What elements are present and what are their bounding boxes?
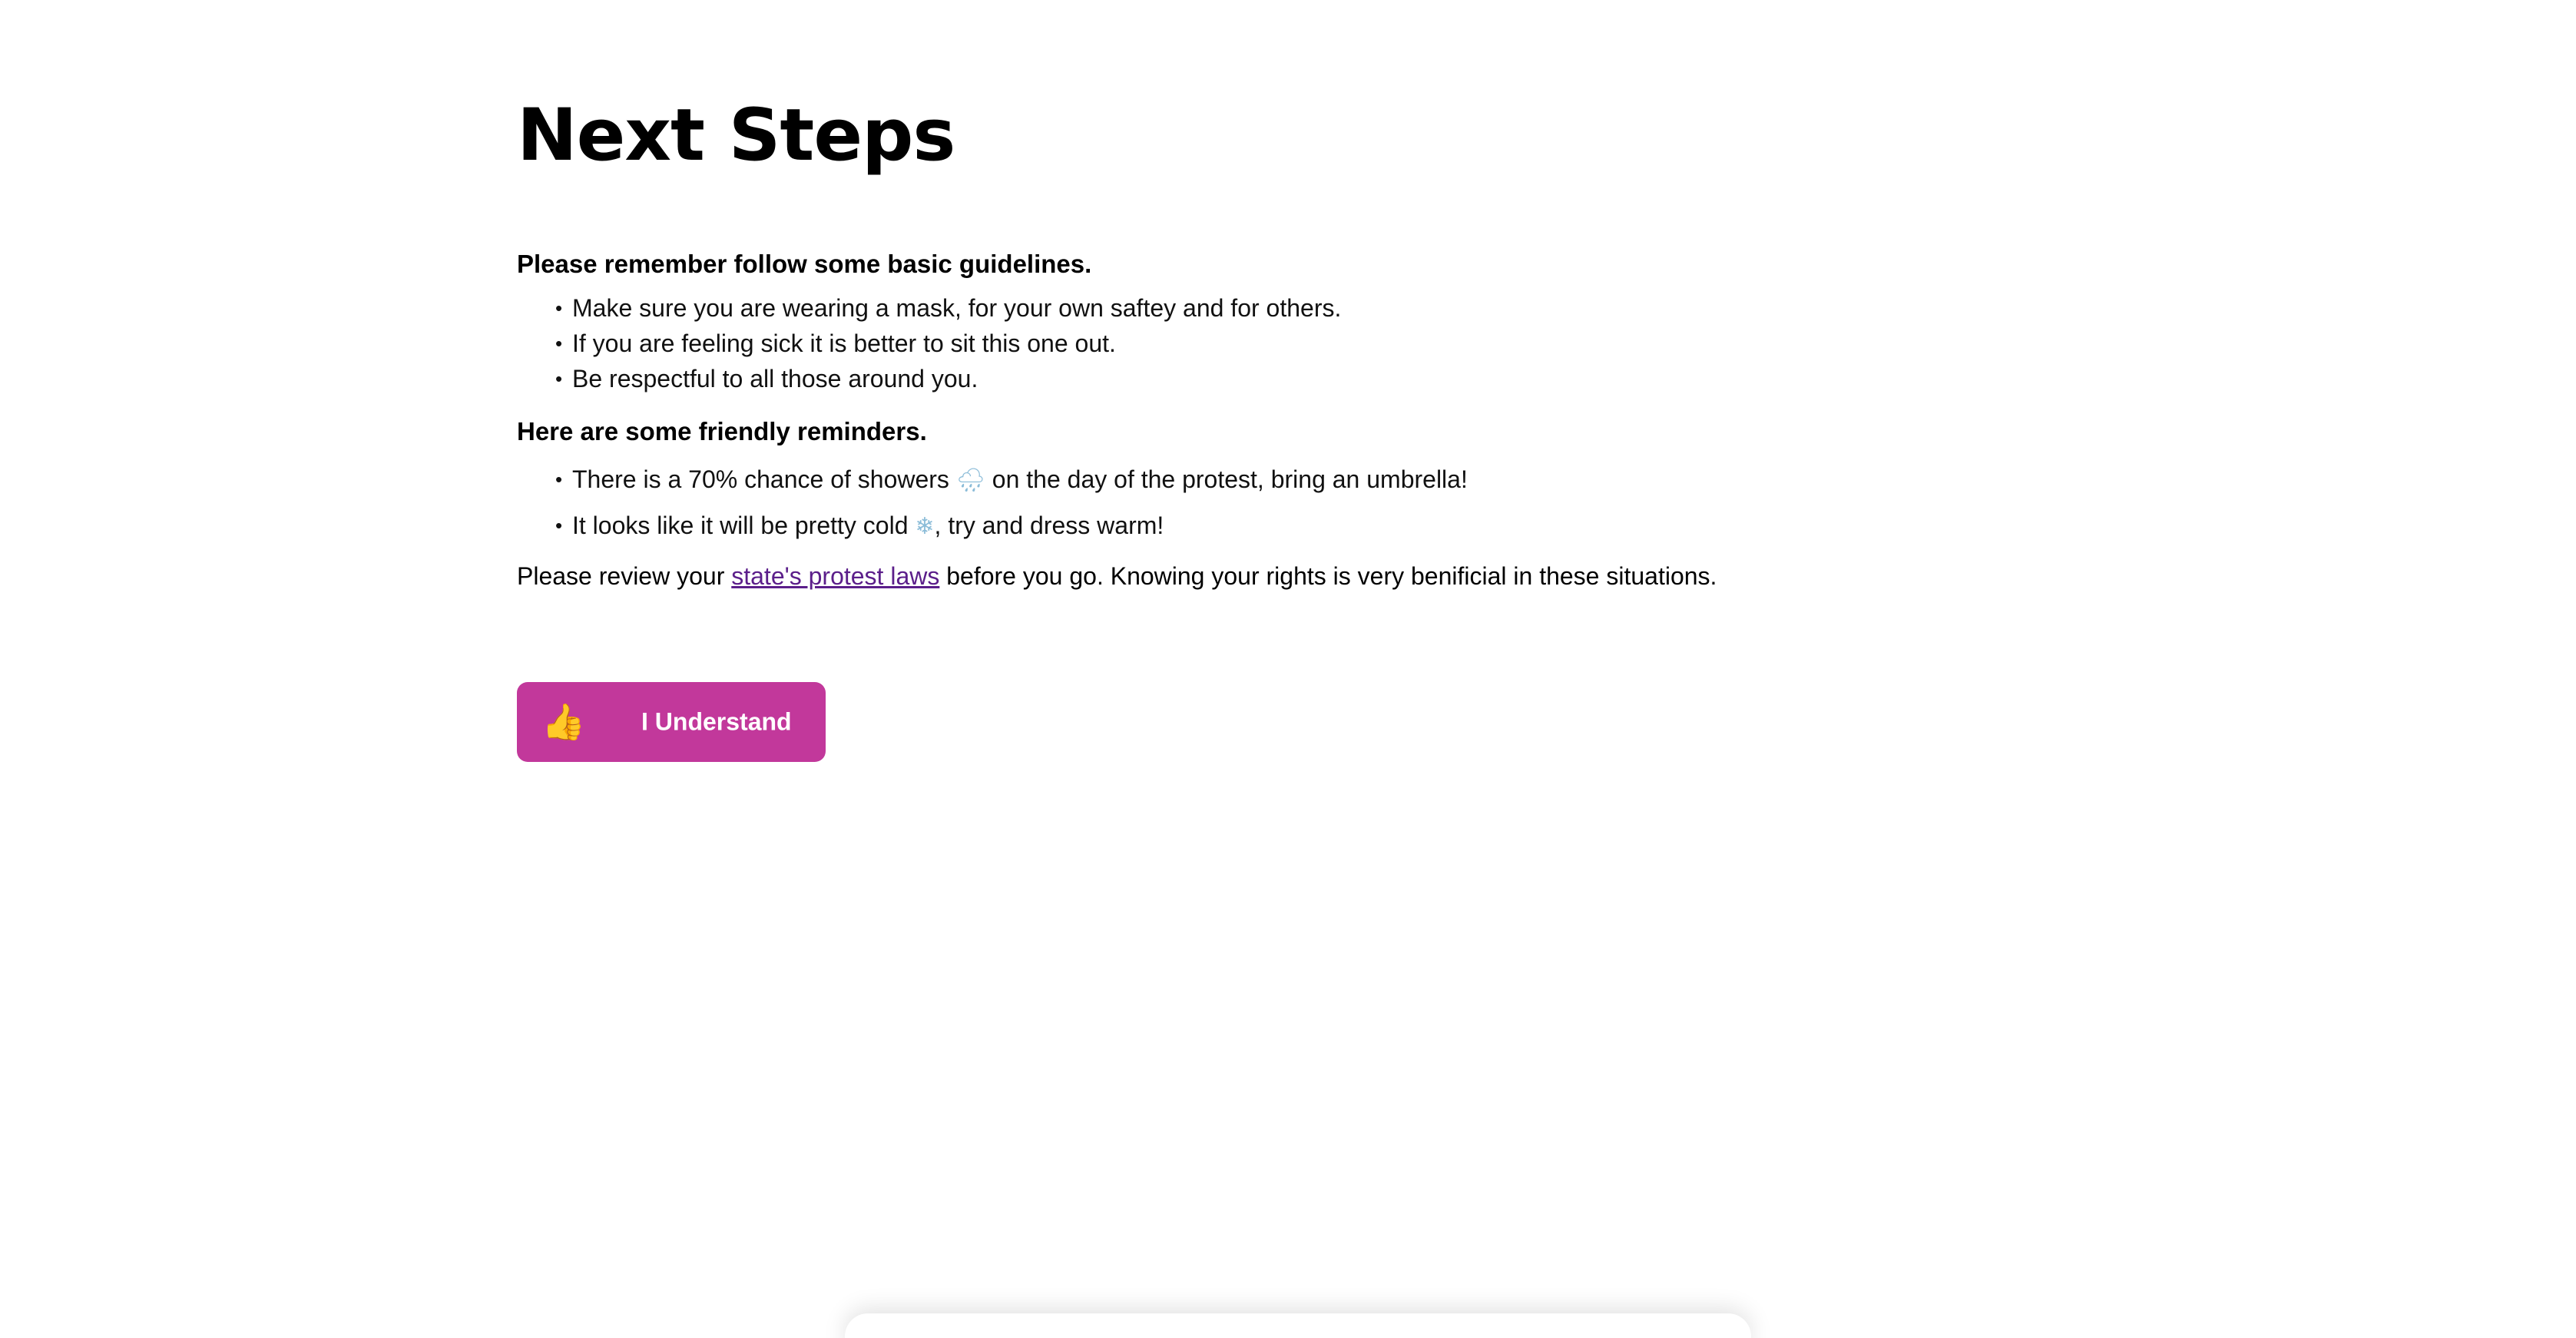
list-item: • Be respectful to all those around you. [555, 361, 1976, 396]
reminder-text-before: It looks like it will be pretty cold [572, 512, 916, 540]
protest-laws-link[interactable]: state's protest laws [731, 562, 940, 591]
thumbs-up-icon: 👍 [541, 700, 586, 743]
list-item [555, 457, 1976, 503]
list-item [555, 503, 1976, 549]
page-title: Next Steps [517, 94, 955, 177]
bottom-panel-edge [845, 1313, 1751, 1338]
reminder-text-before: There is a 70% chance of showers [572, 465, 956, 494]
reminder-text-after: on the day of the protest, bring an umbrella! [985, 465, 1468, 494]
reminder-text-after: , try and dress warm! [934, 512, 1164, 540]
main-content [517, 94, 1976, 618]
guidelines-heading: Please remember follow some basic guidelines. [517, 250, 1092, 278]
protest-laws-note [517, 558, 1976, 594]
i-understand-label: I Understand [641, 707, 792, 736]
reminders-heading: Here are some friendly reminders. [517, 416, 927, 445]
rain-cloud-icon: 🌧 [955, 467, 985, 495]
reminders-list [517, 457, 1976, 549]
list-item: • Make sure you are wearing a mask, for your own saftey and for others. [555, 290, 1976, 326]
i-understand-button[interactable] [517, 682, 826, 762]
list-item: • If you are feeling sick it is better to sit this one out. [555, 326, 1976, 361]
note-text-before: Please review your [517, 562, 732, 591]
snowflake-icon: ❄ [915, 513, 935, 541]
note-text-after: before you go. Knowing your rights is very benificial in these situations. [939, 562, 1717, 591]
guidelines-list [517, 290, 1976, 396]
